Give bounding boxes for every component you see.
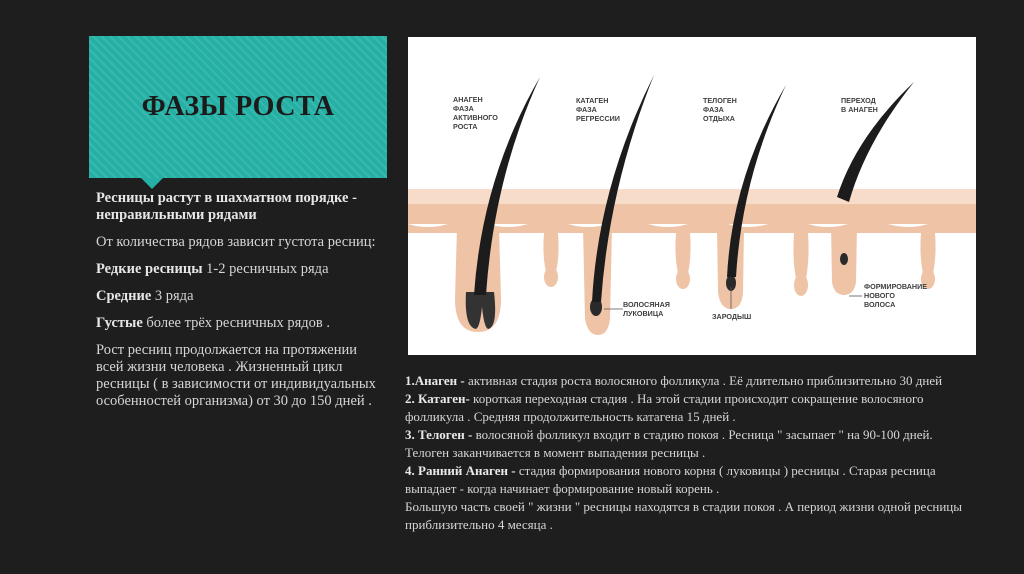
medium-paragraph	[96, 288, 386, 305]
early-anagen-term: 4. Ранний Анаген -	[405, 463, 519, 478]
anagen-hair	[474, 77, 540, 295]
transition-label: ПЕРЕХОД В АНАГЕН	[841, 96, 878, 114]
early-anagen-desc: стадия формирования нового корня ( луковицы ) ресницы . Старая ресница выпадает - когда начинает формирование новый корень .	[405, 463, 936, 496]
left-text-column	[96, 190, 386, 420]
telogen-hair	[727, 85, 786, 277]
intro-paragraph	[96, 190, 386, 224]
anagen-paragraph	[405, 372, 980, 390]
telogen-paragraph	[405, 426, 980, 462]
telogen-term: 3. Телоген -	[405, 427, 476, 442]
hair-phases-diagram	[408, 37, 976, 355]
thick-label: Густые	[96, 315, 143, 331]
new-hair-label: ФОРМИРОВАНИЕ НОВОГО ВОЛОСА	[864, 282, 928, 309]
bulb-label: ВОЛОСЯНАЯ ЛУКОВИЦА	[623, 300, 670, 318]
page-title: ФАЗЫ РОСТА	[141, 91, 335, 122]
thick-value: более трёх ресничных рядов .	[142, 315, 330, 331]
anagen-term: 1.Анаген -	[405, 373, 468, 388]
lifecycle-paragraph: Рост ресниц продолжается на протяжении всей жизни человека . Жизненный цикл ресницы ( в зависимости от индивидуальных особенностей организма) от 30 до 150 дней .	[96, 342, 376, 409]
catagen-label: КАТАГЕН ФАЗА РЕГРЕССИИ	[576, 96, 620, 123]
medium-label: Средние	[96, 288, 152, 304]
density-paragraph: От количества рядов зависит густота ресниц:	[96, 234, 376, 250]
telogen-desc: волосяной фолликул входит в стадию покоя . Ресница " засыпает " на 90-100 дней. Телоген заканчивается в момент выпадения ресницы .	[405, 427, 933, 460]
intro-text: Ресницы растут в шахматном порядке - неправильными рядами	[96, 190, 357, 223]
telogen-label: ТЕЛОГЕН ФАЗА ОТДЫХА	[703, 96, 737, 123]
anagen-label: АНАГЕН ФАЗА АКТИВНОГО РОСТА	[453, 95, 498, 131]
diagram-svg	[408, 37, 976, 355]
new-hair-germ	[840, 253, 848, 265]
sparse-label: Редкие ресницы	[96, 261, 203, 277]
title-banner	[89, 36, 387, 178]
catagen-term: 2. Катаген-	[405, 391, 470, 406]
thick-paragraph	[96, 315, 386, 332]
catagen-paragraph	[405, 390, 980, 426]
medium-value: 3 ряда	[151, 288, 194, 304]
summary-paragraph: Большую часть своей " жизни " ресницы находятся в стадии покоя . А период жизни одной ресницы приблизительно 4 месяца .	[405, 499, 963, 532]
catagen-hair	[592, 75, 654, 302]
sparse-value: 1-2 ресничных ряда	[202, 261, 329, 277]
sparse-paragraph	[96, 261, 386, 278]
right-text-column	[405, 372, 980, 534]
early-anagen-paragraph	[405, 462, 980, 498]
germ-label: ЗАРОДЫШ	[712, 312, 752, 321]
anagen-desc: активная стадия роста волосяного фолликула . Её длительно приблизительно 30 дней	[467, 373, 943, 388]
catagen-desc: короткая переходная стадия . На этой стадии происходит сокращение волосяного фолликула . Средняя продолжительность катагена 15 дней .	[405, 391, 924, 424]
